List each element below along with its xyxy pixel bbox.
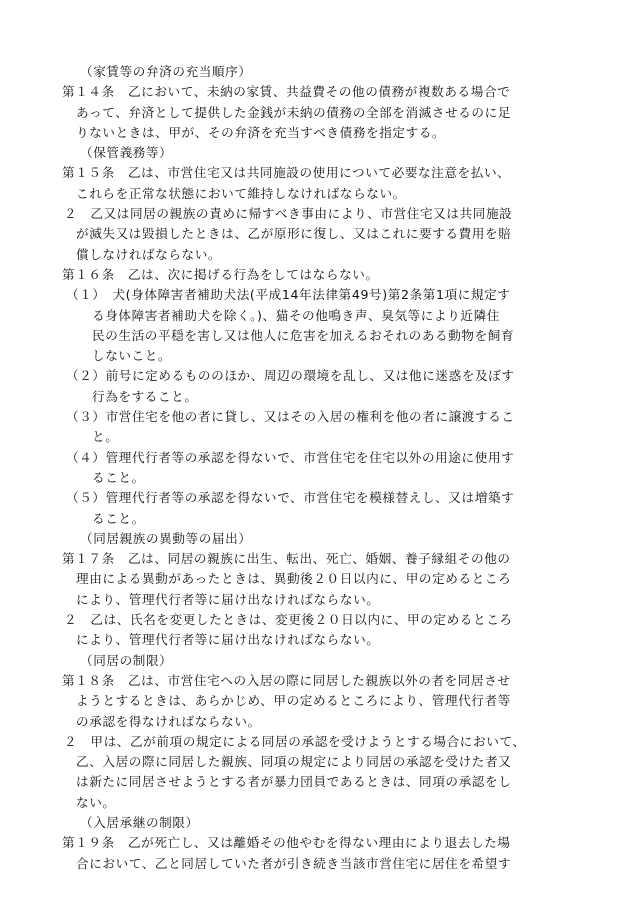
text-line: は新たに同居させようとする者が暴力団員であるときは、同項の承認をし [76,774,512,790]
text-line: る身体障害者補助犬を除く。)、猫その他鳴き声、臭気等により近隣住 [92,307,500,323]
text-line: により、管理代行者等に届け出なければならない。 [76,591,380,607]
text-line: （１） 犬(身体障害者補助犬法(平成14年法律第49号)第2条第1項に規定す [66,287,511,303]
text-line: 第１９条 乙が死亡し、又は離婚その他やむを得ない理由により退去した場 [62,835,511,851]
section-heading: （同居親族の異動等の届出） [80,530,252,546]
text-line: 行為をすること。 [92,388,198,404]
text-line: 第１５条 乙は、市営住宅又は共同施設の使用について必要な注意を払い、 [62,165,511,181]
text-line: 合において、乙と同居していた者が引き続き当該市営住宅に居住を希望す [76,855,512,871]
text-line: が滅失又は毀損したときは、乙が原形に復し、又はこれに要する費用を賠 [76,226,512,242]
text-line: （５）管理代行者等の承認を得ないで、市営住宅を模様替えし、又は増築す [66,490,515,506]
section-heading: （保管義務等） [80,145,173,161]
section-heading: （同居の制限） [80,652,173,668]
text-line: 乙、入居の際に同居した親族、同項の規定により同居の承認を受けた者又 [76,754,512,770]
text-line: 償しなければならない。 [76,246,222,262]
text-line: りないときは、甲が、その弁済を充当すべき債務を指定する。 [76,124,446,140]
text-line: ること。 [92,510,145,526]
text-line: あって、弁済として提供した金銭が未納の債務の全部を消滅させるのに足 [76,104,512,120]
text-line: ること。 [92,469,145,485]
text-line: ようとするときは、あらかじめ、甲の定めるところにより、管理代行者等 [76,693,511,709]
text-line: により、管理代行者等に届け出なければならない。 [76,632,380,648]
section-heading: （家賃等の弁済の充当順序） [80,64,252,79]
section-heading: （入居承継の制限） [80,814,199,830]
text-line: （４）管理代行者等の承認を得ないで、市営住宅を住宅以外の用途に使用す [66,449,515,465]
document-page [0,62,630,874]
text-line: と。 [92,429,119,445]
text-line: ない。 [76,794,116,810]
text-line: 第１７条 乙は、同居の親族に出生、転出、死亡、婚姻、養子縁組その他の [62,551,511,567]
text-line: しないこと。 [92,348,172,364]
text-line: 第１８条 乙は、市営住宅への入居の際に同居した親族以外の者を同居させ [62,672,511,688]
text-line: 第１４条 乙において、未納の家賃、共益費その他の債務が複数ある場合で [62,84,511,100]
text-line: 第１６条 乙は、次に掲げる行為をしてはならない。 [62,266,379,282]
text-line: これらを正常な状態において維持しなければならない。 [76,185,406,201]
text-line: （２）前号に定めるもののほか、周辺の環境を乱し、又は他に迷惑を及ぼす [66,368,515,384]
text-line: （３）市営住宅を他の者に貸し、又はその入居の権利を他の者に譲渡するこ [66,409,515,425]
text-line: 民の生活の平穏を害し又は他人に危害を加えるおそれのある動物を飼育 [92,327,515,343]
text-line: ２ 乙は、氏名を変更したときは、変更後２０日以内に、甲の定めるところ [64,612,513,628]
text-line: の承認を得なければならない。 [76,713,261,729]
text-line: 理由による異動があったときは、異動後２０日以内に、甲の定めるところ [76,571,512,587]
text-line: ２ 乙又は同居の親族の責めに帰すべき事由により、市営住宅又は共同施設 [64,206,513,222]
text-line: ２ 甲は、乙が前項の規定による同居の承認を受けようとする場合において、 [64,733,526,749]
